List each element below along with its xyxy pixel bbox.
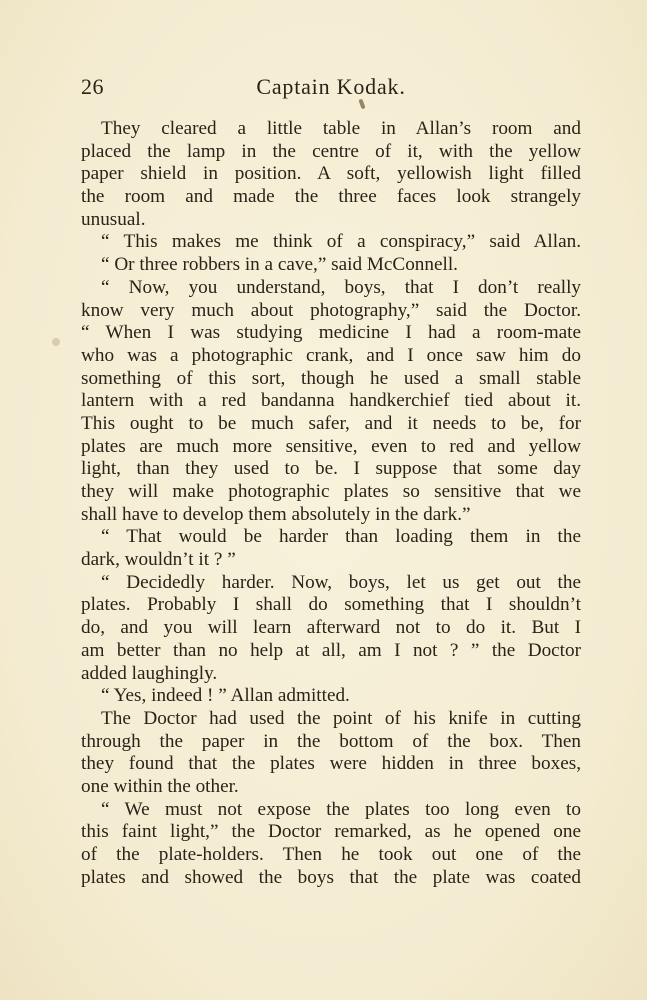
text-line: this faint light,” the Doctor remarked, as he opened one <box>81 821 581 843</box>
text-line: “ When I was studying medicine I had a room-mate <box>81 322 581 344</box>
text-line: dark, wouldn’t it ? ” <box>81 549 236 571</box>
text-line: “ This makes me think of a conspiracy,” said Allan. <box>101 231 581 253</box>
running-head <box>81 74 581 106</box>
text-line: one within the other. <box>81 775 239 797</box>
text-line: “ Now, you understand, boys, that I don’t really <box>101 276 581 298</box>
text-line: plates. Probably I shall do something that I shouldn’t <box>81 594 581 616</box>
text-line: they found that the plates were hidden in three boxes, <box>81 753 581 775</box>
body-text <box>81 118 581 889</box>
text-line: plates are much more sensitive, even to red and yellow <box>81 435 581 457</box>
text-line: “ Yes, indeed ! ” Allan admitted. <box>101 685 350 707</box>
text-line: lantern with a red bandanna handkerchief tied about it. <box>81 390 581 412</box>
text-line: through the paper in the bottom of the box. Then <box>81 730 581 752</box>
text-line: added laughingly. <box>81 662 218 684</box>
text-line: The Doctor had used the point of his knife in cutting <box>101 707 581 729</box>
text-line: This ought to be much safer, and it needs to be, for <box>81 412 581 434</box>
text-line: “ We must not expose the plates too long even to <box>101 798 581 820</box>
text-line: they will make photographic plates so sensitive that we <box>81 481 581 502</box>
text-line: “ Or three robbers in a cave,” said McConnell. <box>101 254 458 276</box>
text-line: who was a photographic crank, and I once saw him do <box>81 344 581 366</box>
text-line: the room and made the three faces look strangely <box>81 186 581 208</box>
running-title: Captain Kodak. <box>256 74 406 99</box>
text-line: light, than they used to be. I suppose that some day <box>81 458 581 480</box>
text-line: unusual. <box>81 208 146 230</box>
text-line: am better than no help at all, am I not ? ” the Doctor <box>81 639 581 661</box>
text-line: know very much about photography,” said the Doctor. <box>81 299 581 321</box>
text-line: plates and showed the boys that the plate was coated <box>81 866 581 888</box>
text-line: “ Decidedly harder. Now, boys, let us get out the <box>101 571 581 593</box>
page-smudge <box>52 338 60 346</box>
text-line: of the plate-holders. Then he took out one of the <box>81 844 581 865</box>
text-line: something of this sort, though he used a small stable <box>81 367 581 389</box>
text-line: shall have to develop them absolutely in the dark.” <box>81 503 471 525</box>
text-line: paper shield in position. A soft, yellowish light filled <box>81 163 581 185</box>
page-number: 26 <box>81 74 104 99</box>
text-line: “ That would be harder than loading them in the <box>101 526 581 548</box>
text-line: placed the lamp in the centre of it, with the yellow <box>81 140 581 162</box>
text-line: do, and you will learn afterward not to do it. But I <box>81 617 581 639</box>
text-line: They cleared a little table in Allan’s room and <box>101 118 581 139</box>
